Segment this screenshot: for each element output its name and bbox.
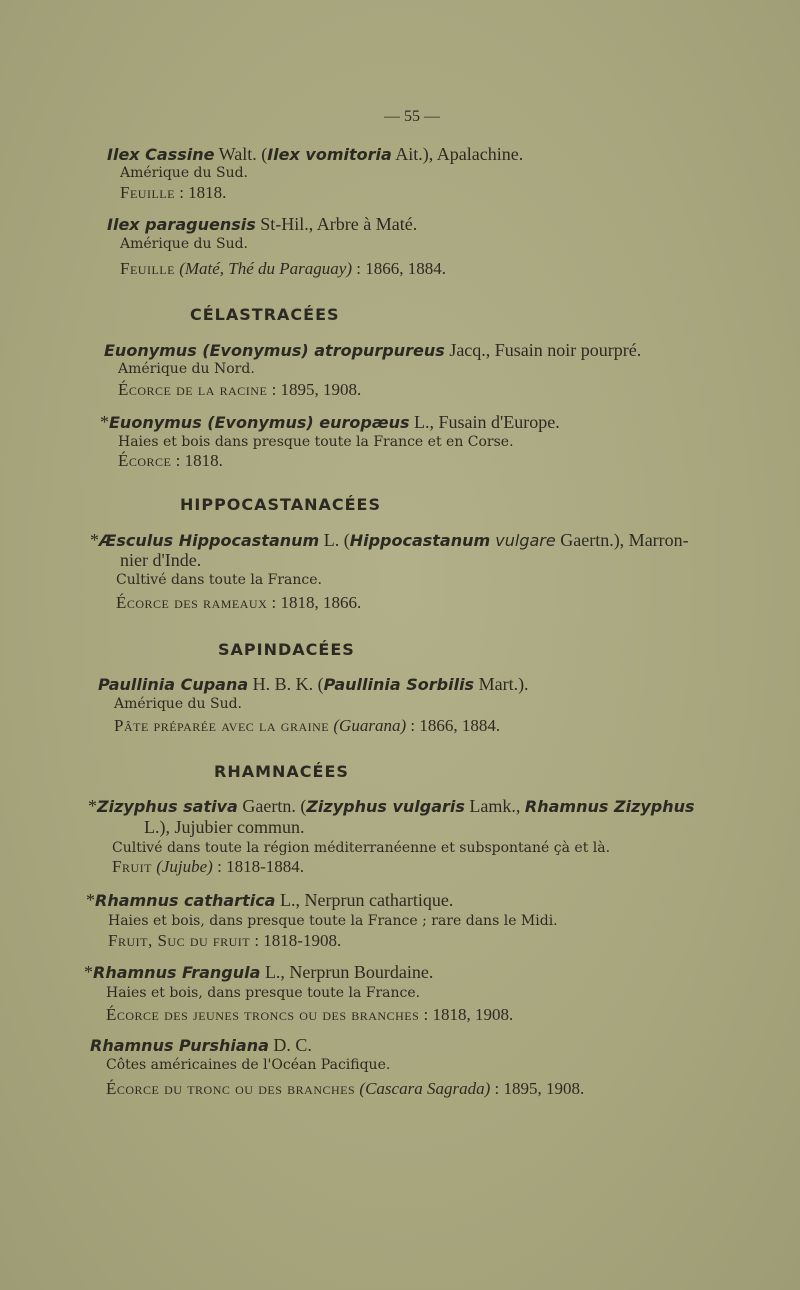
habitat: Haies et bois, dans presque toute la France. — [106, 985, 421, 1001]
plant-part: Feuille (Maté, Thé du Paraguay) : 1866, 1884. — [120, 259, 446, 278]
plant-part: Feuille : 1818. — [120, 183, 227, 202]
plant-part: Fruit (Jujube) : 1818-1884. — [112, 857, 304, 876]
habitat: Cultivé dans toute la France. — [116, 572, 322, 588]
family-heading: SAPINDACÉES — [218, 640, 355, 659]
species-continuation: nier d'Inde. — [120, 550, 202, 570]
plant-part: Écorce du tronc ou des branches (Cascara Sagrada) : 1895, 1908. — [106, 1079, 585, 1098]
plant-part: Écorce des jeunes troncs ou des branches : 1818, 1908. — [106, 1005, 514, 1024]
species-zizyphus-sativa: *Zizyphus sativa Gaertn. (Zizyphus vulgaris Lamk., Rhamnus Zizyphus — [88, 796, 695, 816]
species-rhamnus-purshiana: Rhamnus Purshiana D. C. — [90, 1035, 312, 1055]
habitat: Amérique du Sud. — [114, 696, 243, 712]
plant-part: Pâte préparée avec la graine (Guarana) : 1866, 1884. — [114, 716, 501, 735]
habitat: Amérique du Nord. — [118, 361, 255, 377]
species-paullinia-cupana: Paullinia Cupana H. B. K. (Paullinia Sorbilis Mart.). — [98, 674, 529, 694]
species-euonymus-europaeus: *Euonymus (Evonymus) europæus L., Fusain d'Europe. — [100, 412, 560, 432]
family-heading: HIPPOCASTANACÉES — [180, 495, 381, 514]
species-rhamnus-frangula: *Rhamnus Frangula L., Nerprun Bourdaine. — [84, 962, 434, 982]
family-heading: RHAMNACÉES — [214, 762, 349, 781]
species-continuation: L.), Jujubier commun. — [144, 817, 305, 837]
plant-part: Écorce des rameaux : 1818, 1866. — [116, 593, 362, 612]
page-number: — 55 — — [384, 108, 440, 125]
family-heading: CÉLASTRACÉES — [190, 305, 340, 324]
species-euonymus-atropurpureus: Euonymus (Evonymus) atropurpureus Jacq., Fusain noir pourpré. — [104, 340, 642, 360]
habitat: Haies et bois, dans presque toute la France ; rare dans le Midi. — [108, 913, 558, 929]
plant-part: Écorce de la racine : 1895, 1908. — [118, 380, 362, 399]
habitat: Haies et bois dans presque toute la France et en Corse. — [118, 434, 514, 450]
habitat: Côtes américaines de l'Océan Pacifique. — [106, 1057, 391, 1073]
habitat: Cultivé dans toute la région méditerranéenne et subspontané çà et là. — [112, 840, 611, 856]
species-ilex-cassine: Ilex Cassine Walt. (Ilex vomitoria Ait.), Apalachine. — [107, 144, 524, 164]
species-ilex-paraguensis: Ilex paraguensis St-Hil., Arbre à Maté. — [107, 214, 418, 234]
species-rhamnus-cathartica: *Rhamnus cathartica L., Nerprun cathartique. — [86, 890, 454, 910]
habitat: Amérique du Sud. — [120, 236, 249, 252]
habitat: Amérique du Sud. — [120, 165, 249, 181]
plant-part: Écorce : 1818. — [118, 451, 223, 470]
species-aesculus-hippocastanum: *Æsculus Hippocastanum L. (Hippocastanum vulgare Gaertn.), Marron- — [90, 530, 689, 550]
plant-part: Fruit, Suc du fruit : 1818-1908. — [108, 931, 342, 950]
